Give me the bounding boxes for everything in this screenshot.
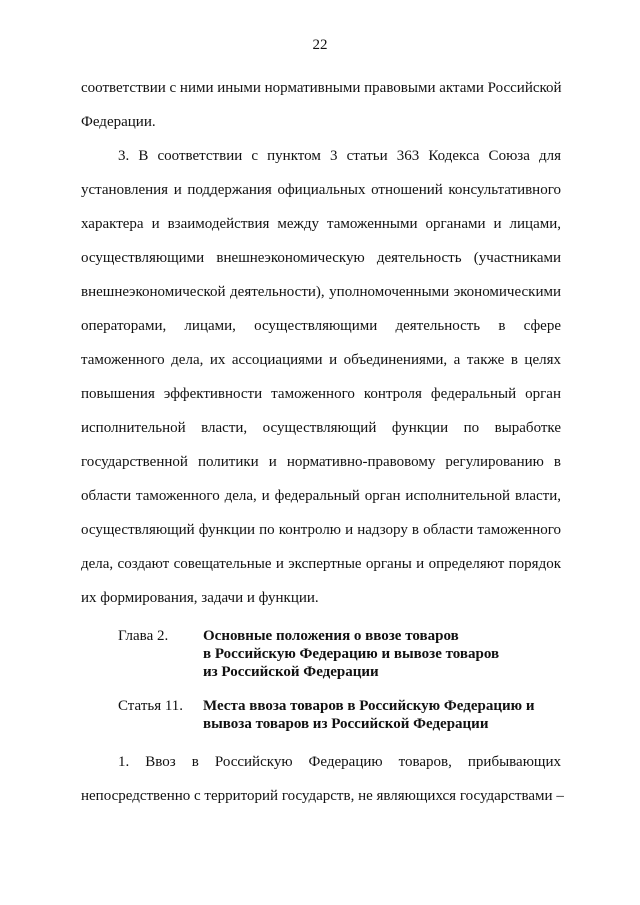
paragraph-2-line-5: внешнеэкономической деятельности), уполномоченными экономическими [81, 284, 561, 300]
paragraph-2-line-12: осуществляющий функции по контролю и надзору в области таможенного [81, 522, 561, 538]
paragraph-3-line-2: непосредственно с территорий государств, не являющихся государствами – [81, 788, 564, 804]
page-number: 22 [312, 37, 328, 53]
paragraph-2-line-3: характера и взаимодействия между таможенными органами и лицами, [81, 216, 561, 232]
paragraph-1-line-1: соответствии с ними иными нормативными правовыми актами Российской [81, 80, 562, 96]
paragraph-2-line-10: государственной политики и нормативно-правовому регулированию в [81, 454, 561, 470]
paragraph-2-line-14: их формирования, задачи и функции. [81, 590, 319, 606]
paragraph-2-line-4: осуществляющими внешнеэкономическую деятельность (участниками [81, 250, 561, 266]
chapter-title-line-1: Основные положения о ввозе товаров [203, 628, 459, 644]
paragraph-1-line-2: Федерации. [81, 114, 156, 130]
paragraph-2-line-1: 3. В соответствии с пунктом 3 статьи 363 Кодекса Союза для [118, 148, 561, 164]
article-title-line-2: вывоза товаров из Российской Федерации [203, 716, 489, 732]
paragraph-2-line-13: дела, создают совещательные и экспертные органы и определяют порядок [81, 556, 561, 572]
article-label: Статья 11. [118, 698, 184, 714]
paragraph-2-line-9: исполнительной власти, осуществляющий функции по выработке [81, 420, 561, 436]
paragraph-2-line-11: области таможенного дела, и федеральный орган исполнительной власти, [81, 488, 561, 504]
paragraph-2-line-6: операторами, лицами, осуществляющими деятельность в сфере [81, 318, 561, 334]
article-title-line-1: Места ввоза товаров в Российскую Федерацию и [203, 698, 535, 714]
paragraph-3-line-1: 1. Ввоз в Российскую Федерацию товаров, прибывающих [118, 754, 561, 770]
paragraph-2-line-8: повышения эффективности таможенного контроля федеральный орган [81, 386, 561, 402]
chapter-title-line-3: из Российской Федерации [203, 664, 379, 680]
paragraph-2-line-7: таможенного дела, их ассоциациями и объединениями, а также в целях [81, 352, 561, 368]
chapter-label: Глава 2. [118, 628, 169, 644]
chapter-title-line-2: в Российскую Федерацию и вывозе товаров [203, 646, 500, 662]
paragraph-2-line-2: установления и поддержания официальных отношений консультативного [81, 182, 561, 198]
